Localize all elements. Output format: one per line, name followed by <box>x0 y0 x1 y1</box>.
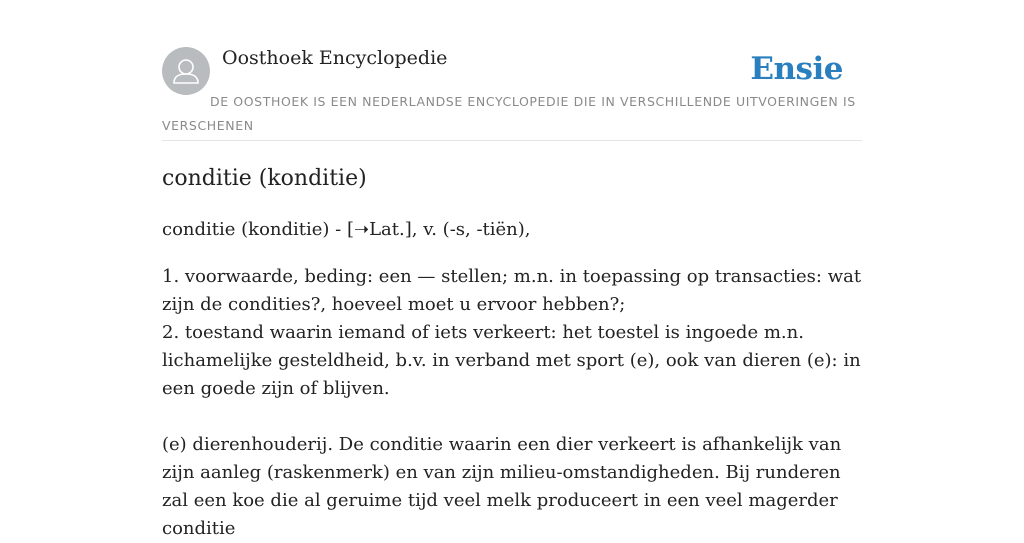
source-title[interactable]: Oosthoek Encyclopedie <box>222 47 448 69</box>
definition-body <box>162 263 862 543</box>
definition-paragraph-e: (e) dierenhouderij. De conditie waarin een dier verkeert is afhankelijk van zijn aanleg (raskenmerk) en van zijn milieu-omstandigheden. Bij runderen zal een koe die al geruime tijd veel melk produceert in een veel magerder conditie <box>162 434 842 539</box>
page-header <box>162 46 862 141</box>
article-title: conditie (konditie) <box>162 166 367 191</box>
paragraph-spacer <box>162 403 862 431</box>
definition-2: 2. toestand waarin iemand of iets verkeert: het toestel is ingoede m.n. lichamelijke gesteldheid, b.v. in verband met sport (e), ook van dieren (e): in een goede zijn of blijven. <box>162 322 861 399</box>
source-subtitle: DE OOSTHOEK IS EEN NEDERLANDSE ENCYCLOPEDIE DIE IN VERSCHILLENDE UITVOERINGEN IS VERSCHENEN <box>162 94 856 133</box>
headword-line: conditie (konditie) - [➝Lat.], v. (-s, -tiën), <box>162 219 531 240</box>
avatar[interactable] <box>162 47 210 95</box>
definition-1: 1. voorwaarde, beding: een — stellen; m.n. in toepassing op transacties: wat zijn de condities?, hoeveel moet u ervoor hebben?; <box>162 266 862 315</box>
user-silhouette-icon <box>162 47 210 95</box>
article <box>162 162 862 543</box>
ensie-logo[interactable]: Ensie <box>750 51 843 87</box>
